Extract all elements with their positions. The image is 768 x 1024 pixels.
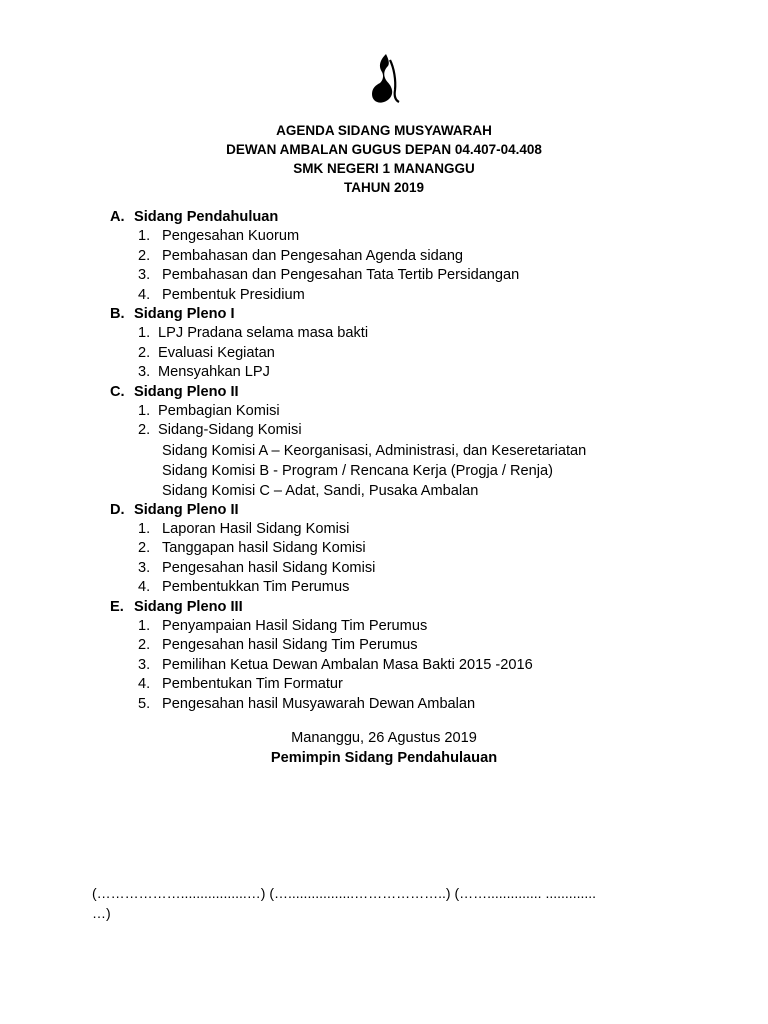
- section-letter: C.: [110, 383, 125, 400]
- item-number: 3.: [138, 364, 151, 381]
- list-item: [110, 636, 710, 655]
- item-text: Mensyahkan LPJ: [158, 364, 270, 381]
- signature-line-continued: …): [92, 905, 111, 921]
- list-item: [110, 539, 710, 558]
- list-item: [110, 695, 710, 714]
- item-text: LPJ Pradana selama masa bakti: [158, 325, 369, 342]
- item-text: Pembahasan dan Pengesahan Tata Tertib Persidangan: [162, 267, 520, 284]
- list-item: [110, 675, 710, 694]
- item-text: Evaluasi Kegiatan: [158, 344, 275, 361]
- list-item: [110, 247, 710, 266]
- agenda-list: [110, 208, 710, 714]
- item-text: Pengesahan hasil Musyawarah Dewan Ambalan: [162, 695, 476, 712]
- place-date: Mananggu, 26 Agustus 2019: [291, 730, 477, 746]
- item-text: Penyampaian Hasil Sidang Tim Perumus: [162, 618, 428, 635]
- list-item: [110, 559, 710, 578]
- item-text: Pembentukan Tim Formatur: [162, 676, 343, 693]
- signature-line: (……………….................…) (….................………………..) (…….............. .............: [92, 885, 597, 901]
- section-letter: E.: [110, 598, 124, 615]
- list-item: [110, 402, 710, 421]
- section-name: Sidang Pleno II: [134, 501, 239, 518]
- section-name: Sidang Pleno III: [134, 598, 243, 615]
- item-number: 2.: [138, 422, 151, 439]
- list-item: [110, 656, 710, 675]
- item-number: 1.: [138, 228, 151, 245]
- item-number: 2.: [138, 540, 151, 557]
- item-text: Pembagian Komisi: [158, 402, 280, 419]
- item-number: 1.: [138, 325, 151, 342]
- header-title: AGENDA SIDANG MUSYAWARAH: [276, 123, 492, 138]
- list-item: [110, 363, 710, 382]
- item-number: 4.: [138, 286, 151, 303]
- item-number: 4.: [138, 579, 151, 596]
- item-number: 2.: [138, 247, 151, 264]
- closing-block: [0, 729, 768, 768]
- list-item: [110, 520, 710, 539]
- signature-lines: [92, 883, 692, 923]
- item-number: 3.: [138, 559, 151, 576]
- list-item: [110, 286, 710, 305]
- item-text: Pembentukkan Tim Perumus: [162, 579, 350, 596]
- list-item: [110, 617, 710, 636]
- section-title: [110, 208, 710, 227]
- section-name: Sidang Pleno II: [134, 383, 239, 400]
- item-text: Laporan Hasil Sidang Komisi: [162, 521, 350, 538]
- item-number: 3.: [138, 656, 151, 673]
- list-item: [110, 266, 710, 285]
- section-title: [110, 598, 710, 617]
- item-text: Pembahasan dan Pengesahan Agenda sidang: [162, 247, 464, 264]
- item-number: 1.: [138, 521, 151, 538]
- item-text: Pembentuk Presidium: [162, 286, 305, 303]
- section-title: [110, 501, 710, 520]
- item-text: Sidang-Sidang Komisi: [158, 422, 302, 439]
- tunas-kelapa-logo: [366, 52, 402, 108]
- section-letter: B.: [110, 305, 125, 322]
- document-header: [0, 121, 768, 197]
- sub-item: Sidang Komisi C – Adat, Sandi, Pusaka Ambalan: [162, 482, 479, 499]
- item-text: Tanggapan hasil Sidang Komisi: [162, 540, 366, 557]
- item-text: Pengesahan Kuorum: [162, 228, 300, 245]
- item-number: 3.: [138, 267, 151, 284]
- section-name: Sidang Pendahuluan: [134, 209, 279, 225]
- list-item: [110, 578, 710, 597]
- item-number: 1.: [138, 618, 151, 635]
- section-letter: A.: [110, 209, 125, 225]
- sub-item: Sidang Komisi B - Program / Rencana Kerja (Progja / Renja): [162, 462, 553, 479]
- header-school: SMK NEGERI 1 MANANGGU: [293, 161, 475, 176]
- signer-role: Pemimpin Sidang Pendahulauan: [270, 749, 498, 766]
- list-item: [110, 324, 710, 343]
- item-text: Pengesahan hasil Sidang Tim Perumus: [162, 637, 418, 654]
- list-item: [110, 421, 710, 440]
- section-title: [110, 305, 710, 324]
- item-number: 2.: [138, 637, 151, 654]
- item-text: Pemilihan Ketua Dewan Ambalan Masa Bakti 2015 -2016: [162, 656, 533, 673]
- sub-item: Sidang Komisi A – Keorganisasi, Administrasi, dan Keseretariatan: [162, 442, 587, 459]
- item-number: 1.: [138, 402, 151, 419]
- section-title: [110, 383, 710, 402]
- list-item: [110, 344, 710, 363]
- section-letter: D.: [110, 501, 125, 518]
- item-number: 2.: [138, 344, 151, 361]
- section-name: Sidang Pleno I: [134, 305, 235, 322]
- item-number: 4.: [138, 676, 151, 693]
- item-number: 5.: [138, 695, 151, 712]
- header-organization: DEWAN AMBALAN GUGUS DEPAN 04.407-04.408: [226, 142, 542, 157]
- list-item: [110, 227, 710, 246]
- header-year: TAHUN 2019: [343, 180, 425, 195]
- item-text: Pengesahan hasil Sidang Komisi: [162, 559, 376, 576]
